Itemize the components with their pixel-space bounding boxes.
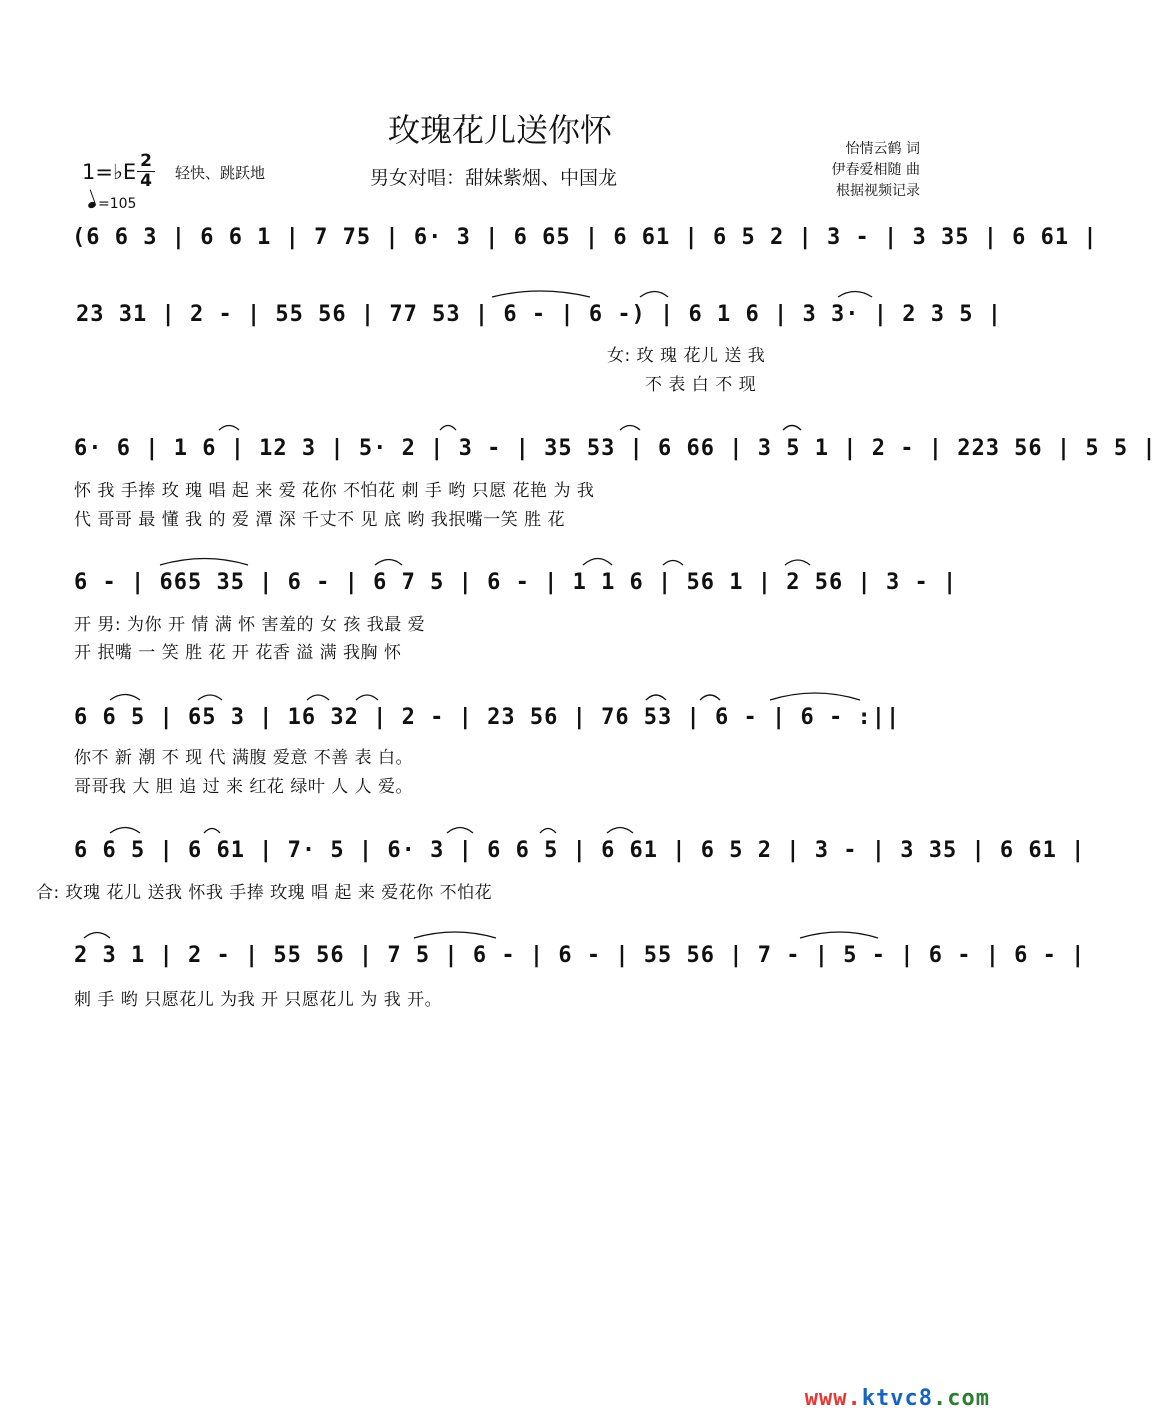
slur: [663, 561, 683, 566]
slur: [783, 426, 801, 431]
key-signature: 1=♭E: [82, 160, 137, 184]
slur: [800, 932, 878, 938]
slur: [110, 695, 140, 701]
time-signature-bottom: 4: [140, 171, 152, 191]
notation-line-6: 6 6 5 | 6 61 | 7· 5 | 6· 3 | 6 6 5 | 6 61 | 6 5 2 | 3 - | 3 35 | 6 61 |: [74, 838, 1086, 863]
source-credit: 根据视频记录: [836, 183, 920, 199]
time-signature-top: 2: [140, 151, 152, 171]
slur: [492, 291, 590, 297]
slur: [640, 292, 668, 298]
slur: [414, 932, 496, 938]
tempo-value: =105: [98, 196, 137, 212]
slur: [110, 828, 140, 834]
lyricist-credit: 怡情云鹤 词: [845, 141, 920, 157]
slur: [646, 695, 666, 700]
lyric-line-5b: 哥哥我 大 胆 追 过 来 红花 绿叶 人 人 爱。: [74, 777, 414, 797]
quarter-note-icon: [87, 201, 97, 209]
slur: [838, 292, 872, 298]
site-watermark: www.ktvc8.com: [804, 1386, 990, 1411]
slur: [375, 560, 402, 566]
slur: [440, 426, 456, 431]
lyric-line-3b: 代 哥哥 最 懂 我 的 爱 潭 深 千丈不 见 底 哟 我抿嘴一笑 胜 花: [74, 510, 566, 530]
notation-line-3: 6· 6 | 1 6 | 12 3 | 5· 2 | 3 - | 35 53 | 6 66 | 3 5 1 | 2 - | 223 56 | 5 5 |: [74, 436, 1157, 461]
tempo-marking: [88, 196, 136, 212]
composer-credit: 伊春爱相随 曲: [831, 162, 920, 178]
notation-line-2: 23 31 | 2 - | 55 56 | 77 53 | 6 - | 6 -) | 6 1 6 | 3 3· | 2 3 5 |: [76, 302, 1002, 327]
slur: [583, 559, 612, 566]
slur: [607, 828, 633, 834]
performance-style: 轻快、跳跃地: [175, 164, 266, 182]
slur: [700, 695, 720, 700]
performers: 男女对唱：甜妹紫烟、中国龙: [370, 167, 618, 189]
lyric-line-4a: 开 男: 为你 开 情 满 怀 害羞的 女 孩 我最 爱: [74, 615, 426, 635]
slur: [84, 933, 110, 939]
slur: [160, 559, 248, 566]
slur: [540, 829, 556, 834]
lyric-line-7a: 刺 手 哟 只愿花儿 为我 开 只愿花儿 为 我 开。: [74, 990, 443, 1010]
slur: [307, 695, 329, 700]
lyric-line-6a: 合: 玫瑰 花儿 送我 怀我 手捧 玫瑰 唱 起 来 爱花你 不怕花: [36, 883, 493, 903]
slur: [447, 828, 473, 834]
time-signature: [137, 152, 155, 191]
notation-line-7: 2 3 1 | 2 - | 55 56 | 7 5 | 6 - | 6 - | 55 56 | 7 - | 5 - | 6 - | 6 - |: [74, 943, 1086, 968]
notation-line-5: 6 6 5 | 65 3 | 16 32 | 2 - | 23 56 | 76 53 | 6 - | 6 - :||: [74, 705, 901, 730]
slur: [785, 560, 810, 565]
slur: [356, 695, 378, 700]
slur: [204, 829, 220, 834]
lyric-line-2b: 不 表 白 不 现: [645, 375, 757, 395]
slur: [219, 426, 239, 431]
lyric-line-5a: 你不 新 潮 不 现 代 满腹 爱意 不善 表 白。: [74, 748, 414, 768]
song-title: 玫瑰花儿送你怀: [387, 111, 612, 149]
lyric-line-4b: 开 抿嘴 一 笑 胜 花 开 花香 溢 满 我胸 怀: [74, 643, 402, 663]
notation-line-4: 6 - | 665 35 | 6 - | 6 7 5 | 6 - | 1 1 6 | 56 1 | 2 56 | 3 - |: [74, 570, 958, 595]
slur: [198, 695, 222, 700]
slur: [620, 426, 640, 431]
lyric-line-3a: 怀 我 手捧 玫 瑰 唱 起 来 爱 花你 不怕花 刺 手 哟 只愿 花艳 为 我: [74, 481, 595, 501]
slur: [770, 693, 860, 700]
notation-line-1: (6 6 3 | 6 6 1 | 7 75 | 6· 3 | 6 65 | 6 61 | 6 5 2 | 3 - | 3 35 | 6 61 |: [72, 225, 1098, 250]
lyric-line-2a: 女: 玫 瑰 花儿 送 我: [607, 346, 766, 366]
